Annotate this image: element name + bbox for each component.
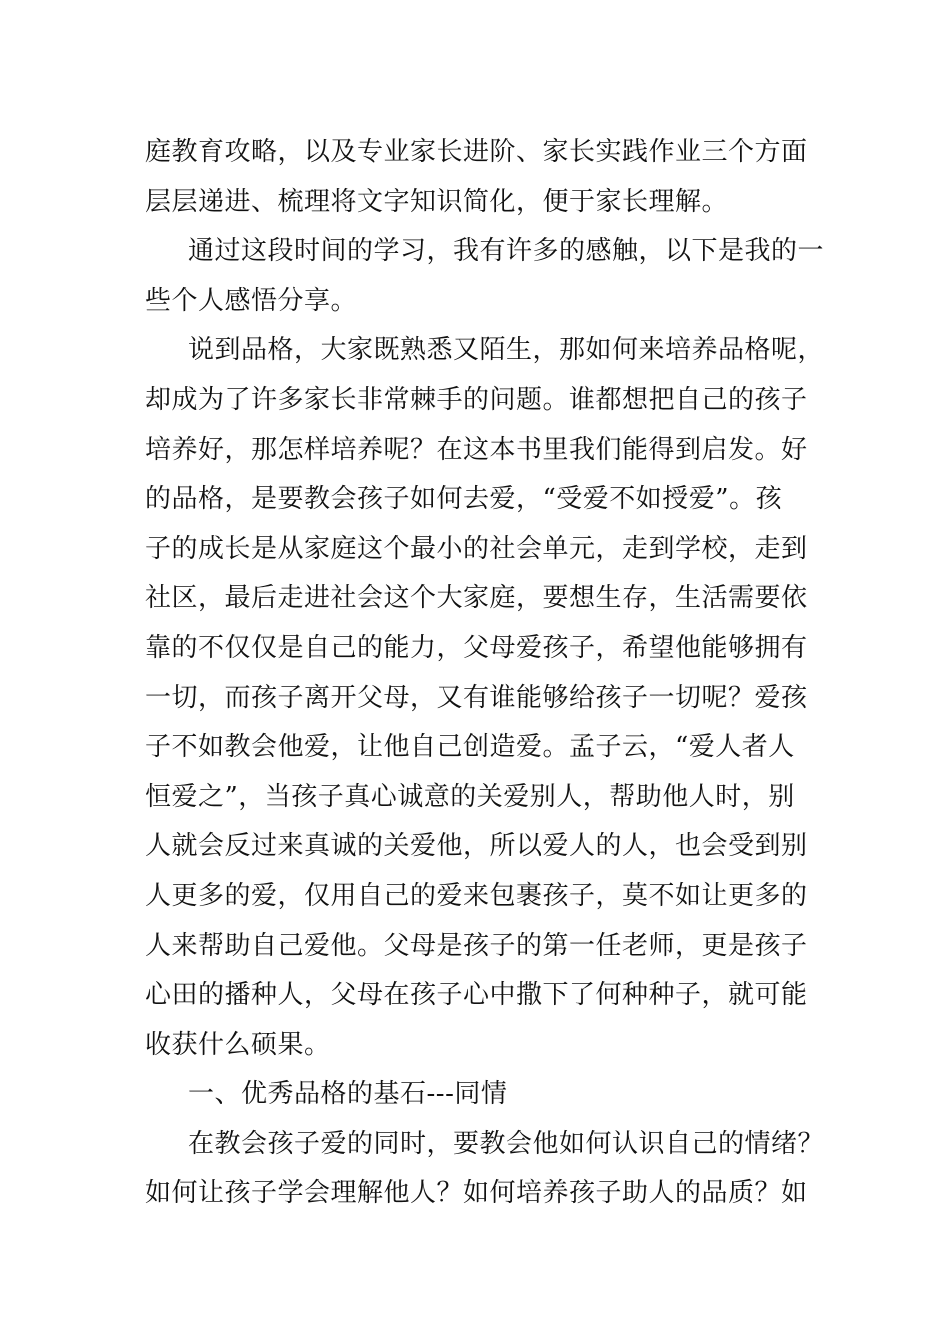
text-line: 一切，而孩子离开父母，又有谁能够给孩子一切呢？爱孩 <box>145 682 808 713</box>
text-line: 说到品格，大家既熟悉又陌生，那如何来培养品格呢， <box>188 335 825 366</box>
text-line: 社区，最后走进社会这个大家庭，要想生存，生活需要依 <box>145 583 808 614</box>
text-line: 培养好，那怎样培养呢？在这本书里我们能得到启发。好 <box>145 434 808 465</box>
text-line: 收获什么硕果。 <box>145 1029 331 1060</box>
text-line: 庭教育攻略，以及专业家长进阶、家长实践作业三个方面 <box>145 137 808 167</box>
text-line: 心田的播种人，父母在孩子心中撒下了何种种子，就可能 <box>145 980 808 1011</box>
text-line: 却成为了许多家长非常棘手的问题。谁都想把自己的孩子 <box>145 384 808 415</box>
text-line: 层层递进、梳理将文字知识简化，便于家长理解。 <box>145 186 729 217</box>
text-line: 通过这段时间的学习，我有许多的感触，以下是我的一 <box>188 236 825 267</box>
text-line: 靠的不仅仅是自己的能力，父母爱孩子，希望他能够拥有 <box>145 632 808 663</box>
text-line: 些个人感悟分享。 <box>145 285 358 316</box>
text-line: 如何让孩子学会理解他人？如何培养孩子助人的品质？如 <box>145 1178 808 1209</box>
text-line: 在教会孩子爱的同时，要教会他如何认识自己的情绪？ <box>188 1128 825 1159</box>
text-line: 人更多的爱，仅用自己的爱来包裹孩子，莫不如让更多的 <box>145 880 808 911</box>
text-line: 子不如教会他爱，让他自己创造爱。孟子云，“爱人者人 <box>145 732 795 763</box>
text-line: 子的成长是从家庭这个最小的社会单元，走到学校，走到 <box>145 533 808 564</box>
text-line: 人就会反过来真诚的关爱他，所以爱人的人，也会受到别 <box>145 831 808 862</box>
body-text <box>145 128 825 1219</box>
text-line: 恒爱之”，当孩子真心诚意的关爱别人，帮助他人时，别 <box>145 781 795 812</box>
text-line: 一、优秀品格的基石---同情 <box>188 1079 508 1110</box>
text-line: 人来帮助自己爱他。父母是孩子的第一任老师，更是孩子 <box>145 930 808 961</box>
text-line: 的品格，是要教会孩子如何去爱，“受爱不如授爱”。孩 <box>145 484 783 515</box>
